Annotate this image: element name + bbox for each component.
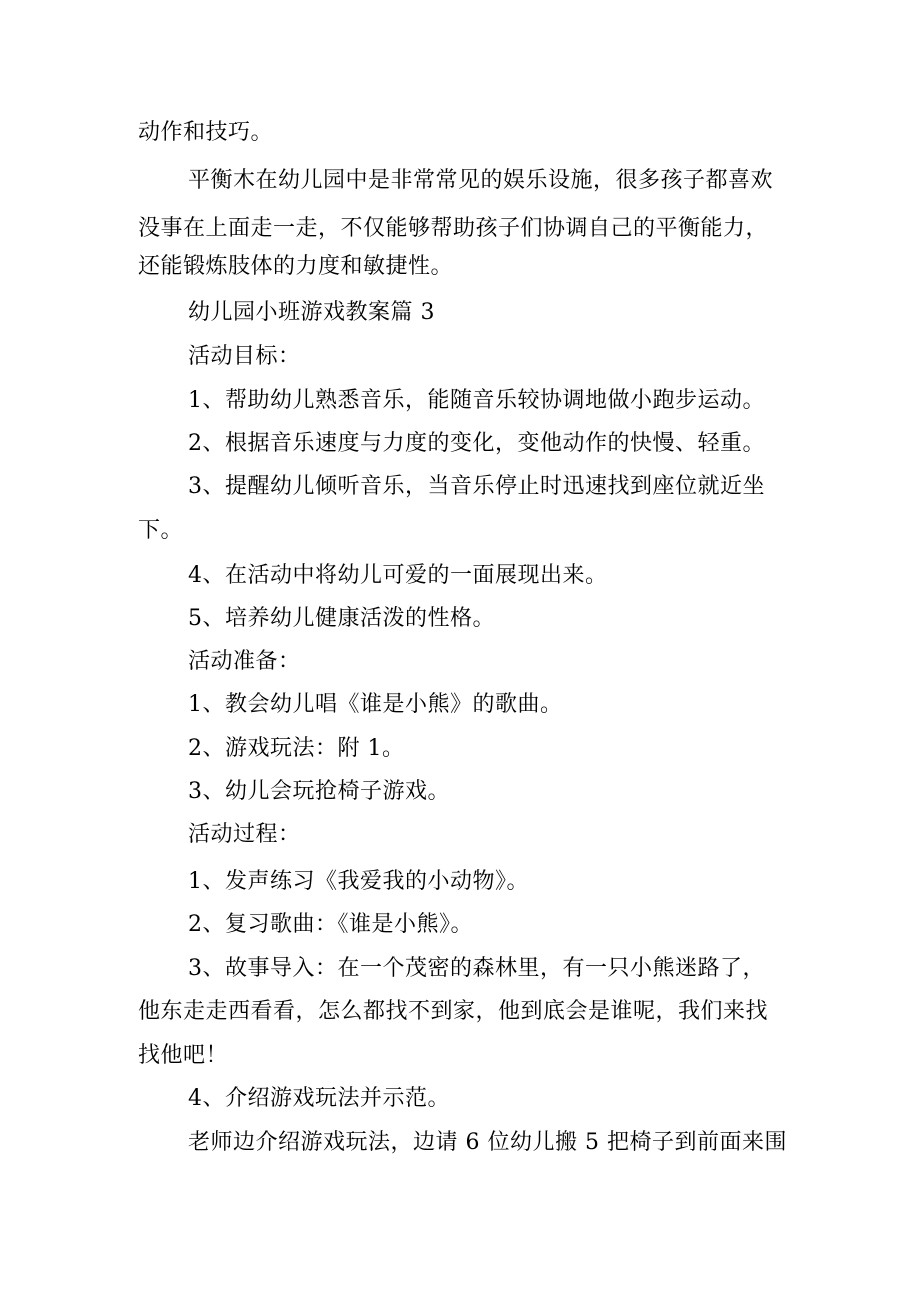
text-line-2: 平衡木在幼儿园中是非常常见的娱乐设施，很多孩子都喜欢 — [188, 168, 774, 193]
prep-item-1: 1、教会幼儿唱《谁是小熊》的歌曲。 — [188, 692, 563, 717]
subheading-goals: 活动目标： — [188, 344, 301, 369]
text-line-3: 没事在上面走一走，不仅能够帮助孩子们协调自己的平衡能力， — [138, 216, 769, 241]
goal-item-3: 3、提醒幼儿倾听音乐，当音乐停止时迅速找到座位就近坐 — [188, 474, 765, 499]
prep-item-3: 3、幼儿会玩抢椅子游戏。 — [188, 779, 450, 804]
process-item-4: 4、介绍游戏玩法并示范。 — [188, 1086, 450, 1111]
goal-item-3-cont: 下。 — [138, 518, 184, 543]
section-heading: 幼儿园小班游戏教案篇 3 — [188, 300, 435, 325]
paragraph-start: 老师边介绍游戏玩法，边请 6 位幼儿搬 5 把椅子到前面来围 — [188, 1130, 787, 1155]
process-item-1: 1、发声练习《我爱我的小动物》。 — [188, 869, 529, 894]
process-item-3-cont-1: 他东走走西看看，怎么都找不到家，他到底会是谁呢，我们来找 — [138, 999, 769, 1024]
process-item-2: 2、复习歌曲：《谁是小熊》。 — [188, 912, 473, 937]
subheading-preparation: 活动准备： — [188, 649, 301, 674]
prep-item-2: 2、游戏玩法：附 1。 — [188, 736, 405, 761]
process-item-3-cont-2: 找他吧！ — [138, 1043, 229, 1068]
goal-item-1: 1、帮助幼儿熟悉音乐，能随音乐较协调地做小跑步运动。 — [188, 388, 765, 413]
goal-item-4: 4、在活动中将幼儿可爱的一面展现出来。 — [188, 563, 608, 588]
subheading-process: 活动过程： — [188, 822, 301, 847]
goal-item-5: 5、培养幼儿健康活泼的性格。 — [188, 606, 495, 631]
text-line-1: 动作和技巧。 — [138, 120, 274, 145]
process-item-3: 3、故事导入：在一个茂密的森林里，有一只小熊迷路了， — [188, 956, 765, 981]
goal-item-2: 2、根据音乐速度与力度的变化，变他动作的快慢、轻重。 — [188, 431, 765, 456]
text-line-4: 还能锻炼肢体的力度和敏捷性。 — [138, 254, 454, 279]
